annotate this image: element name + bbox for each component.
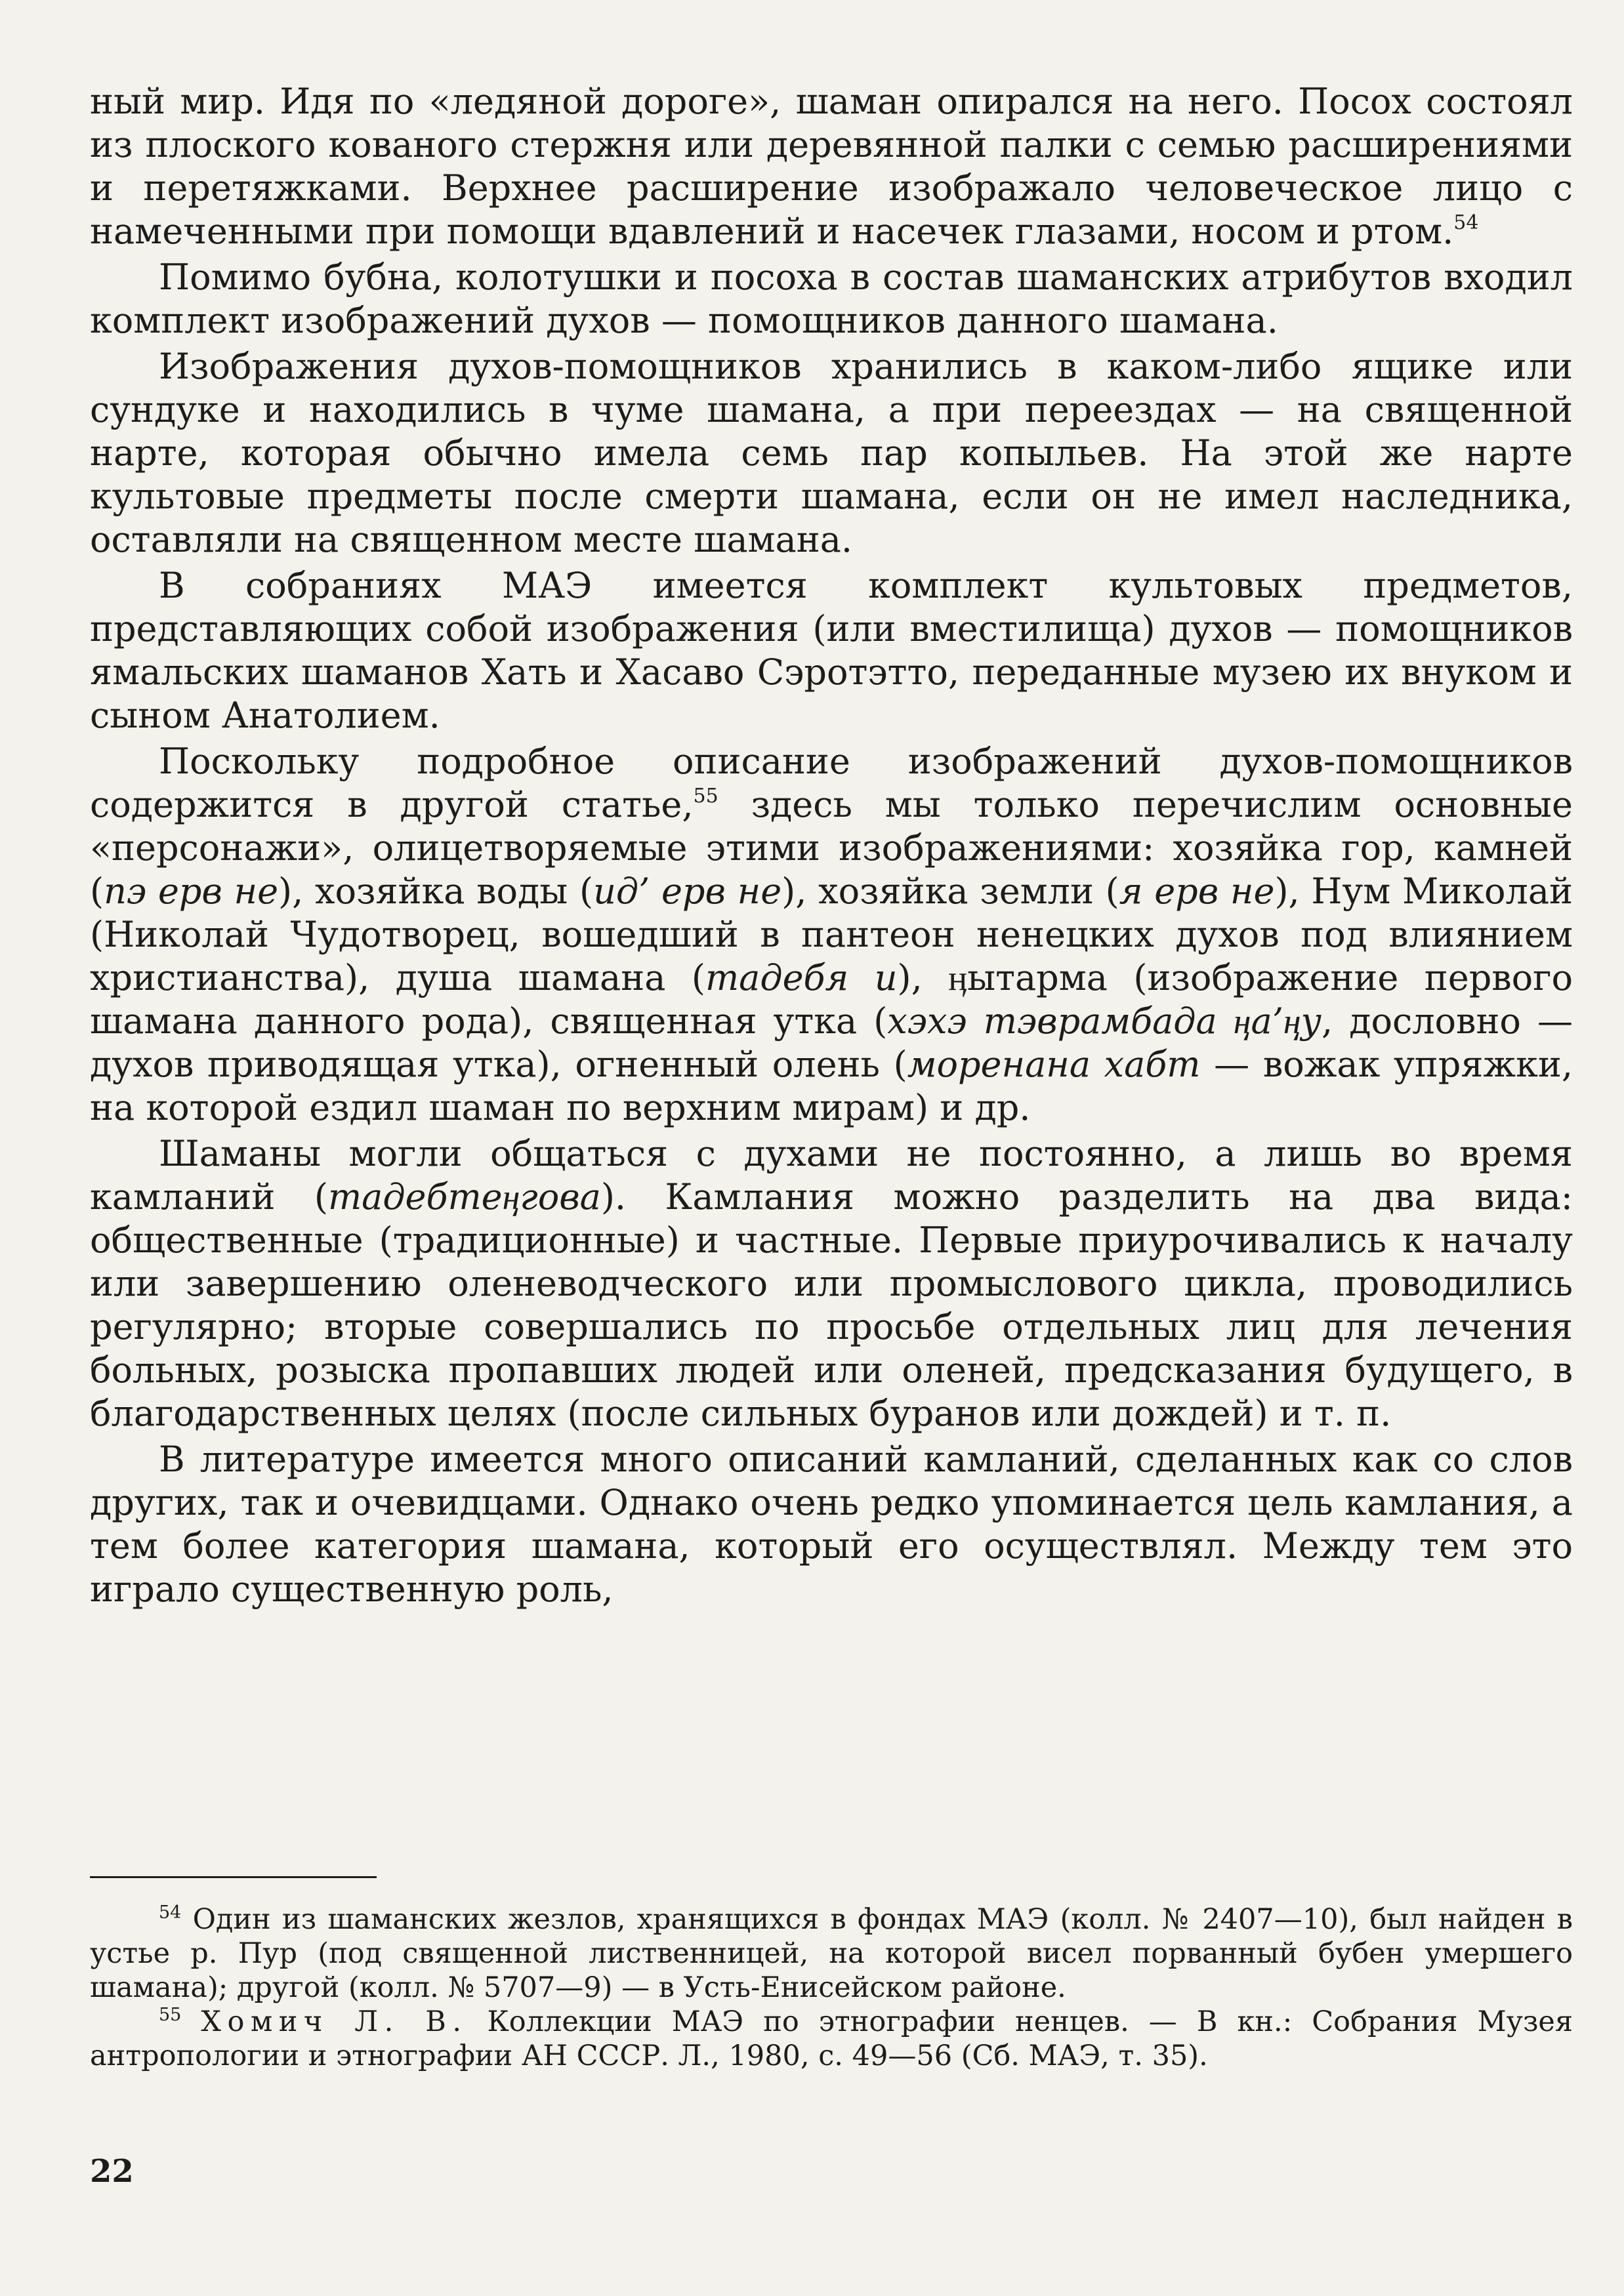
paragraph: Поскольку подробное описание изображений духов-помощников содержится в другой статье,$^{55}$ здесь мы только перечислим основные «персонажи», олицетворяемые этими изображениями: хозяйка гор, камней (пэ ерв не), хозяйка воды (ид’ ерв не), хозяйка земли (я ерв не), Нум Миколай (Николай Чудотворец, вошедший в пантеон ненецких духов под влиянием христианства), душа шамана (тадебя и), ӊытарма (изображение первого шамана данного рода), священная утка (хэхэ тэврамбада ӊа’ӊу, дословно — духов приводящая утка), огненный олень (моренана хабт — вожак упряжки, на которой ездил шаман по верхним мирам) и др. [90,741,1573,1128]
term: я ерв не [1119,871,1275,912]
term: тадебя и [705,957,898,998]
paragraph: ный мир. Идя по «ледяной дороге», шаман опирался на него. Посох состоял из плоского кованого стержня или деревянной палки с семью расширениями и перетяжками. Верхнее расширение изображало человеческое лицо с намеченными при помощи вдавлений и насечек глазами, носом и ртом.$^{54}$ [90,81,1573,252]
footnote-55: $^{55}$ Хомич Л. В. Коллекции МАЭ по этнографии ненцев. — В кн.: Собрания Музея антропологии и этнографии АН СССР. Л., 1980, с. 49—56 (Сб. МАЭ, т. 35). [90,2005,1573,2072]
term: моренана хабт [907,1044,1201,1085]
paragraph: Изображения духов-помощников хранились в каком-либо ящике или сундуке и находились в чуме шамана, а при переездах — на священной нарте, которая обычно имела семь пар копыльев. На этой же нарте культовые предметы после смерти шамана, если он не имел наследника, оставляли на священном месте шамана. [90,346,1573,560]
footnote-divider [90,1876,377,1878]
paragraph: Шаманы могли общаться с духами не постоянно, а лишь во время камланий (тадебтеӊгова). Камлания можно разделить на два вида: общественные (традиционные) и частные. Первые приурочивались к началу или завершению оленеводческого или промыслового цикла, проводились регулярно; вторые совершались по просьбе отдельных лиц для лечения больных, розыска пропавших людей или оленей, предсказания будущего, в благодарственных целях (после сильных буранов или дождей) и т. п. [90,1133,1573,1434]
term: хэхэ тэврамбада ӊа’ӊу [887,1000,1322,1042]
footnote-54: $^{54}$ Один из шаманских жезлов, хранящихся в фондах МАЭ (колл. № 2407—10), был найден в устье р. Пур (под священной лиственницей, на которой висел порванный бубен умершего шамана); другой (колл. № 5707—9) — в Усть-Енисейском районе. [90,1902,1573,2004]
footnote-ref-55[interactable]: 55 [693,785,718,808]
term: пэ ерв не [104,871,279,912]
footnotes [90,1902,1573,2073]
footnote-ref-54[interactable]: 54 [1453,211,1479,234]
paragraph: В литературе имеется много описаний камланий, сделанных как со слов других, так и очевидцами. Однако очень редко упоминается цель камлания, а тем более категория шамана, который его осуществлял. Между тем это играло существенную роль, [90,1439,1573,1610]
paragraph: В собраниях МАЭ имеется комплект культовых предметов, представляющих собой изображения (или вместилища) духов — помощников ямальских шаманов Хать и Хасаво Сэротэтто, переданные музею их внуком и сыном Анатолием. [90,565,1573,736]
paragraph: Помимо бубна, колотушки и посоха в состав шаманских атрибутов входил комплект изображений духов — помощников данного шамана. [90,256,1573,341]
term: тадебтеӊгова [327,1176,601,1218]
footnote-author: Хомич Л. В. [201,2005,468,2038]
body-text [90,80,1573,1611]
page-number: 22 [90,2153,134,2190]
term: ид’ ерв не [593,871,782,912]
